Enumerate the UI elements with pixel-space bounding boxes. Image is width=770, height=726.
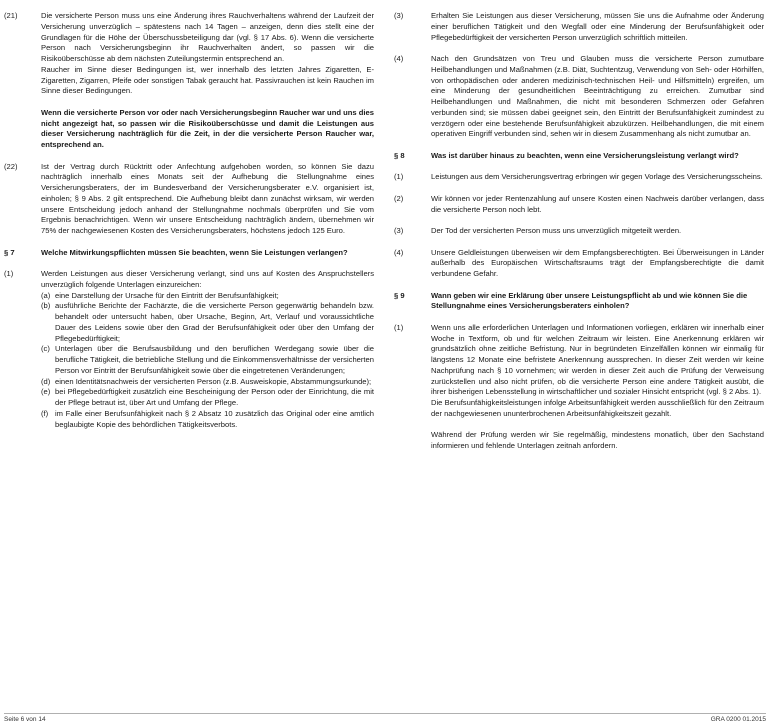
paragraph-3 xyxy=(394,11,764,43)
paragraph-text: Die Berufsunfähigkeitsleistungen infolge Arbeitsunfähigkeit werden ausschließlich für den Zeitraum der nachgewiesenen ununterbrochenen Arbeitsunfähigkeitszeit gezahlt. xyxy=(431,398,764,418)
list-marker: (c) xyxy=(41,344,50,354)
paragraph-number: (4) xyxy=(394,247,404,257)
section-title: Was ist darüber hinaus zu beachten, wenn eine Versicherungsleistung verlangt wird? xyxy=(431,150,739,160)
section-7-heading xyxy=(4,248,374,259)
section-9-heading xyxy=(394,291,764,313)
list-item xyxy=(41,409,374,431)
paragraph-number: (4) xyxy=(394,54,404,63)
page-footer xyxy=(4,715,766,726)
paragraph-bold-text: Wenn die versicherte Person vor oder nach Versicherungsbeginn Raucher war und uns dies nicht angezeigt hat, so passen wir die Risikoüberschüsse und damit die Leistungen aus dieser Versicherung nachträglich für die Zeit, in der die versicherte Person Raucher war, entsprechend an. xyxy=(41,107,374,149)
right-column xyxy=(394,11,764,463)
paragraph-number: (22) xyxy=(4,161,18,171)
paragraph-4 xyxy=(394,54,764,140)
list-text: Unterlagen über die Berufsausbildung und den beruflichen Werdegang sowie über die berufliche Tätigkeit, die betriebliche Stellung und die Einkommensverhältnisse der versicherten Person vor Eintritt der Berufsunfähigkeit sowie über die eingetretenen Veränderungen; xyxy=(55,344,374,375)
paragraph-number: (21) xyxy=(4,11,18,20)
list-item xyxy=(41,301,374,344)
list-item xyxy=(41,377,374,388)
paragraph-number: (3) xyxy=(394,226,404,235)
section-title: Wann geben wir eine Erklärung über unsere Leistungspflicht ab und wie können Sie die Stellungnahme eines Versicherungsberaters einholen? xyxy=(431,290,748,311)
list-marker: (d) xyxy=(41,376,51,386)
paragraph-number: (2) xyxy=(394,193,404,203)
paragraph-text: Ist der Vertrag durch Rücktritt oder Anfechtung aufgehoben worden, so können Sie dazu nachträglich innerhalb eines Monats seit der Aufhebung die Stellungnahme eines Versicherungsberaters, der im Bundesverband der Versicherungsberater e.V. organisiert ist, einholen; § 9 Abs. 2 gilt entsprechend. Die Aufhebung bleibt dann zunächst wirksam, wir werden unsere Entscheidung jedoch anhand der Stellungnahme nochmals überprüfen und Sie vom Ergebnis benachrichtigen. Wenn wir unsere Entscheidung nachträglich ändern, übernehmen wir 75% der nachgewiesenen Kosten des Versicherungsberaters, höchstens jedoch 125 Euro. xyxy=(41,161,374,235)
section-number: § 9 xyxy=(394,290,405,300)
section-9-paragraph-1 xyxy=(394,323,764,452)
list-text: einen Identitätsnachweis der versicherten Person (z.B. Ausweiskopie, Abstammungsurkunde); xyxy=(55,376,372,386)
paragraph-text: Erhalten Sie Leistungen aus dieser Versicherung, müssen Sie uns die Aufnahme oder Änderung einer beruflichen Tätigkeit und den Wegfall oder eine Minderung der Berufsunfähigkeit oder Pflegebedürftigkeit der versicherten Person unverzüglich schriftlich mitteilen. xyxy=(431,11,764,42)
paragraph-number: (1) xyxy=(394,322,404,332)
paragraph-text: Werden Leistungen aus dieser Versicherung verlangt, sind uns auf Kosten des Anspruchstellers unverzüglich folgende Unterlagen einzureichen: xyxy=(41,269,374,289)
paragraph-text: Leistungen aus dem Versicherungsvertrag erbringen wir gegen Vorlage des Versicherungsscheins. xyxy=(431,172,763,182)
list-item xyxy=(41,291,374,302)
section-8-paragraph-3 xyxy=(394,226,764,237)
list-text: im Falle einer Berufsunfähigkeit nach § 2 Absatz 10 zusätzlich das Original oder eine amtlich beglaubigte Kopie des behördlichen Tätigkeitsverbots. xyxy=(55,408,374,429)
section-8-paragraph-1 xyxy=(394,172,764,183)
paragraph-text: Wir können vor jeder Rentenzahlung auf unsere Kosten einen Nachweis darüber verlangen, dass die versicherte Person noch lebt. xyxy=(431,193,764,214)
paragraph-text: Wenn uns alle erforderlichen Unterlagen und Informationen vorliegen, erklären wir innerhalb einer Woche in Textform, ob und für welchen Zeitraum wir leisten. Eine Anerkennung erklären wir grundsätzlich ohne zeitliche Befristung. Nur in begründeten Einzelfällen können wir einmalig für längstens 12 Monate eine befristete Anerkennung aussprechen. In dieser Zeit werden wir keine Nachprüfung nach § 10 vornehmen; wir werden in dieser Zeit auch die Prüfung der Verweisung zurückstellen und also nicht prüfen, ob die versicherte Person eine andere Tätigkeit ausübt, die ihrer bisherigen Lebensstellung in wirtschaftlicher und sozialer Hinsicht entspricht (vgl. § 2 Abs. 1). xyxy=(431,322,764,397)
paragraph-text: Während der Prüfung werden wir Sie regelmäßig, mindestens monatlich, über den Sachstand informieren und fehlende Unterlagen zeitnah anfordern. xyxy=(431,430,764,450)
paragraph-text: Unsere Geldleistungen überweisen wir dem Empfangsberechtigten. Bei Überweisungen in Länder außerhalb des Europäischen Wirtschaftsraums trägt der Empfangsberechtigte die damit verbundene Gefahr. xyxy=(431,247,764,278)
document-code: GRA 0200 01.2015 xyxy=(710,716,766,723)
section-title: Welche Mitwirkungspflichten müssen Sie beachten, wenn Sie Leistungen verlangen? xyxy=(41,247,348,257)
list-marker: (a) xyxy=(41,290,51,300)
paragraph-text: Raucher im Sinne dieser Bedingungen ist, wer innerhalb des letzten Jahres Zigaretten, E-Zigaretten, Zigarren, Pfeife oder sonstigen Tabak geraucht hat. Passivrauchen ist kein Rauchen im Sinne dieser Bedingungen. xyxy=(41,64,374,96)
section-number: § 7 xyxy=(4,247,15,257)
paragraph-number: (3) xyxy=(394,11,404,20)
paragraph-number: (1) xyxy=(4,269,14,278)
list-marker: (b) xyxy=(41,301,51,311)
page-number: Seite 6 von 14 xyxy=(4,716,46,723)
list-item xyxy=(41,344,374,376)
paragraph-21 xyxy=(4,11,374,151)
section-8-paragraph-2 xyxy=(394,194,764,216)
list-marker: (f) xyxy=(41,408,49,418)
section-number: § 8 xyxy=(394,150,405,160)
footer-divider xyxy=(4,713,766,714)
paragraph-number: (1) xyxy=(394,172,404,182)
paragraph-22 xyxy=(4,162,374,237)
list-item xyxy=(41,387,374,409)
paragraph-text: Die versicherte Person muss uns eine Änderung ihres Rauchverhaltens während der Laufzeit der Versicherung unverzüglich – spätestens nach 14 Tagen – anzeigen, denn dies stellt eine der Grundlagen für die Höhe der Überschussbeteiligung dar (vgl. § 17 Abs. 6). Wenn die versicherte Person nach Versicherungsbeginn ihr Rauchverhalten ändert, so passen wir die Risikoüberschüsse ab dem nächsten Zuteilungstermin entsprechend an. xyxy=(41,11,374,63)
list-text: eine Darstellung der Ursache für den Eintritt der Berufsunfähigkeit; xyxy=(55,290,279,300)
paragraph-text: Nach den Grundsätzen von Treu und Glauben muss die versicherte Person zumutbare Heilbehandlungen und Maßnahmen (z.B. Diät, Suchtentzug, Verwendung von Seh- oder Hörhilfen, von orthopädischen oder anderen medizinisch-technischen Heil- und Hilfsmitteln) ergreifen, um eine Minderung der gesundheitlichen Beeinträchtigung zu erreichen. Zumutbar sind Heilbehandlungen und Maßnahmen, die nicht mit besonderen Schmerzen oder Gefahren verbunden sind; sie müssen dabei geeignet sein, den Eintritt der Berufsunfähigkeit zumindest zu verzögern oder eine bestehende Berufsunfähigkeit abzukürzen. Heilbehandlungen, die mit einem operativen Eingriff verbunden sind, sehen wir in diesem Zusammenhang als nicht zumutbar an. xyxy=(431,54,764,139)
list-marker: (e) xyxy=(41,387,51,397)
paragraph-text: Der Tod der versicherten Person muss uns unverzüglich mitgeteilt werden. xyxy=(431,226,682,235)
section-8-heading xyxy=(394,151,764,162)
left-column xyxy=(4,11,374,441)
document-list xyxy=(41,291,374,431)
section-8-paragraph-4 xyxy=(394,248,764,280)
section-7-paragraph-1 xyxy=(4,269,374,430)
list-text: bei Pflegebedürftigkeit zusätzlich eine Bescheinigung der Person oder der Einrichtung, die mit der Pflege betraut ist, über Art und Umfang der Pflege. xyxy=(55,387,374,407)
list-text: ausführliche Berichte der Fachärzte, die die versicherte Person gegenwärtig behandeln bzw. behandelt oder untersucht haben, über Ursache, Beginn, Art, Verlauf und voraussichtliche Dauer des Leidens sowie über den Grad der Berufsunfähigkeit oder über den Umfang der Pflegebedürftigkeit; xyxy=(55,301,374,343)
